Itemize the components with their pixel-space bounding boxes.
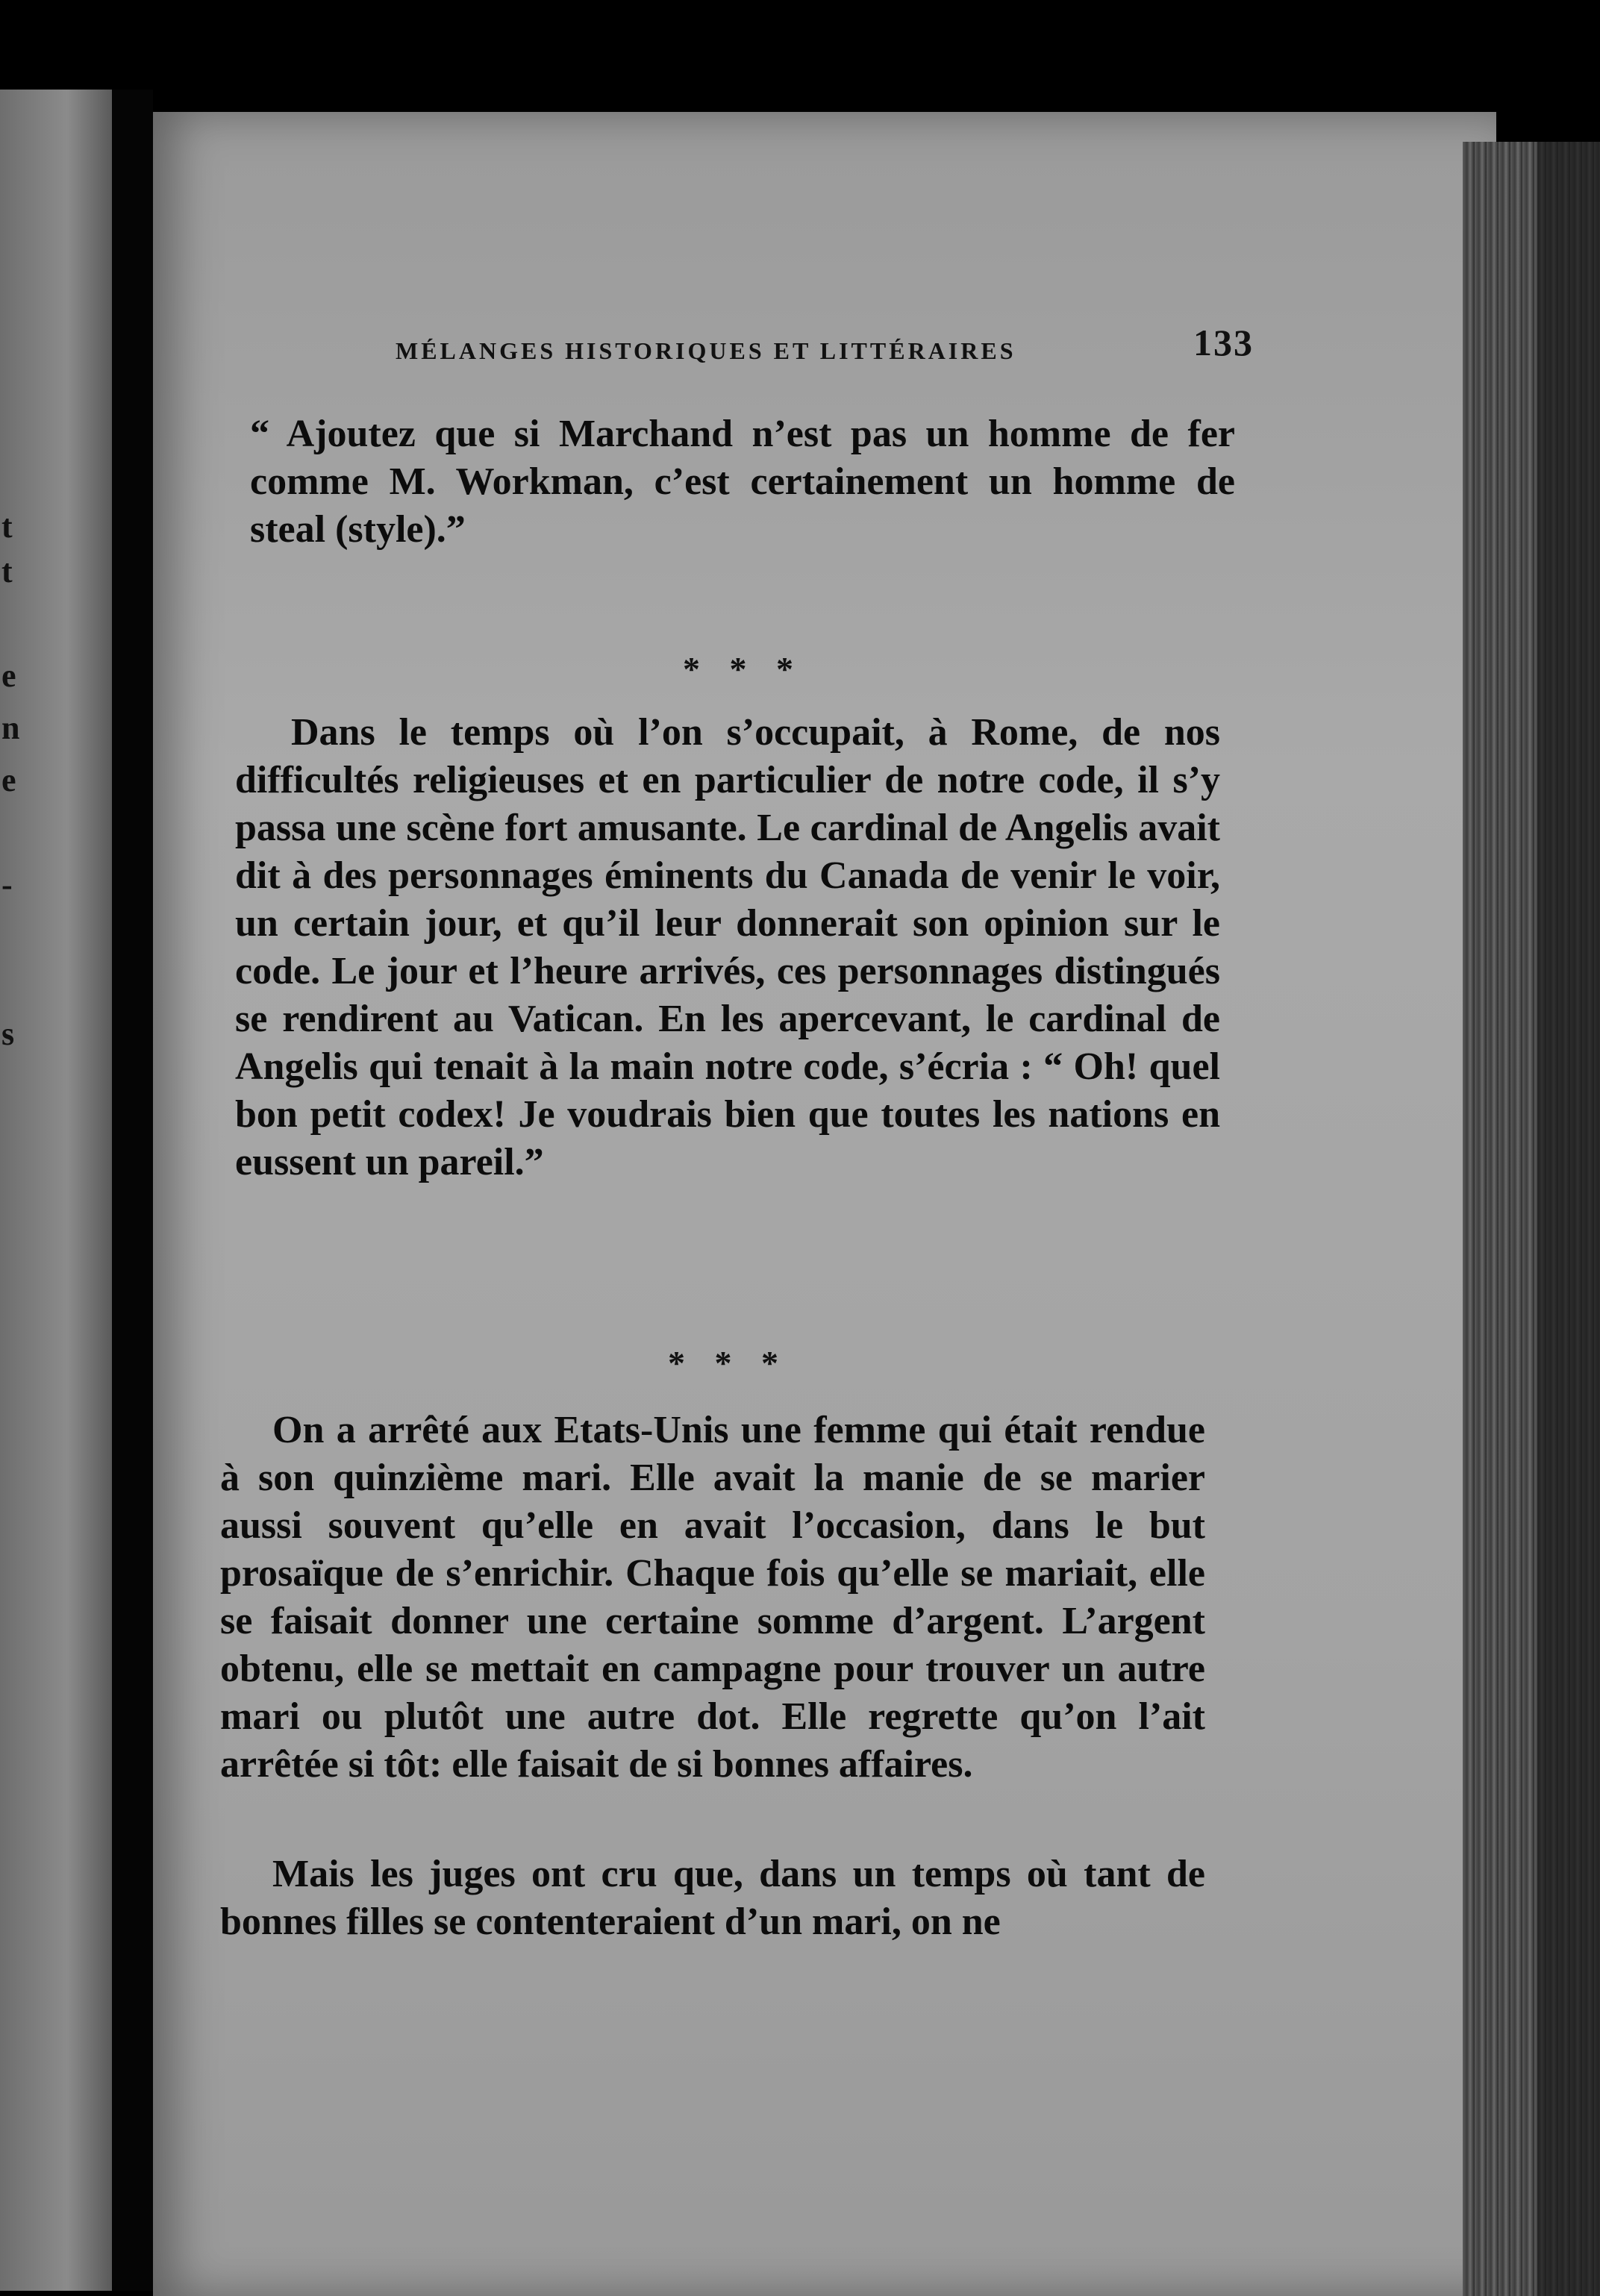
- paragraph-arrest: [220, 1407, 1205, 1789]
- section-separator: * * *: [683, 650, 804, 688]
- left-page-fragment: e: [1, 762, 16, 798]
- running-title: MÉLANGES HISTORIQUES ET LITTÉRAIRES: [396, 337, 1016, 364]
- paragraph-text: On a arrêté aux Etats-Unis une femme qui était rendue à son quinzième mari. Elle avait la manie de se marier aussi souvent qu’elle en avait l’occasion, dans le but prosaïque de s’enrichir. Chaque fois qu’elle se mariait, elle se faisait donner une certaine somme d’argent. L’argent obtenu, elle se mettait en campagne pour trouver un autre mari ou plutôt une autre dot. Elle regrette qu’on l’ait arrêtée si tôt: elle faisait de si bonnes affaires.: [220, 1409, 1205, 1786]
- paragraph-judges: [220, 1851, 1205, 1946]
- paragraph-text: “ Ajoutez que si Marchand n’est pas un homme de fer comme M. Workman, c’est certainement un homme de steal (style).”: [250, 413, 1235, 551]
- left-page-fragment: n: [1, 710, 20, 746]
- section-separator: * * *: [668, 1344, 789, 1382]
- book-gutter: [112, 90, 153, 2291]
- left-page-fragment: t: [1, 508, 13, 545]
- book-cover-edge: [1537, 142, 1600, 2296]
- paragraph-quote: [250, 410, 1235, 554]
- left-page-fragment: t: [1, 553, 13, 589]
- page-header: [396, 321, 1254, 373]
- left-page-edge: [0, 90, 112, 2291]
- paragraph-text: Dans le temps où l’on s’occupait, à Rome, de nos difficultés religieuses et en particulier de notre code, il s’y passa une scène fort amusante. Le cardinal de Angelis avait dit à des personnages éminents du Canada de venir le voir, un certain jour, et qu’il leur donnerait son opinion sur le code. Le jour et l’heure arrivés, ces personnages distingués se rendirent au Vatican. En les apercevant, le cardinal de Angelis qui tenait à la main notre code, s’écria : “ Oh! quel bon petit codex! Je voudrais bien que toutes les nations en eussent un pareil.”: [235, 711, 1220, 1183]
- left-page-fragment: s: [1, 1016, 15, 1052]
- paragraph-text: Mais les juges ont cru que, dans un temps où tant de bonnes filles se contenteraient d’un mari, on ne: [220, 1853, 1205, 1943]
- page-number: 133: [1193, 322, 1254, 363]
- left-page-fragment: e: [1, 657, 16, 694]
- paragraph-cardinal: [235, 709, 1220, 1186]
- left-page-fragment: -: [1, 866, 13, 903]
